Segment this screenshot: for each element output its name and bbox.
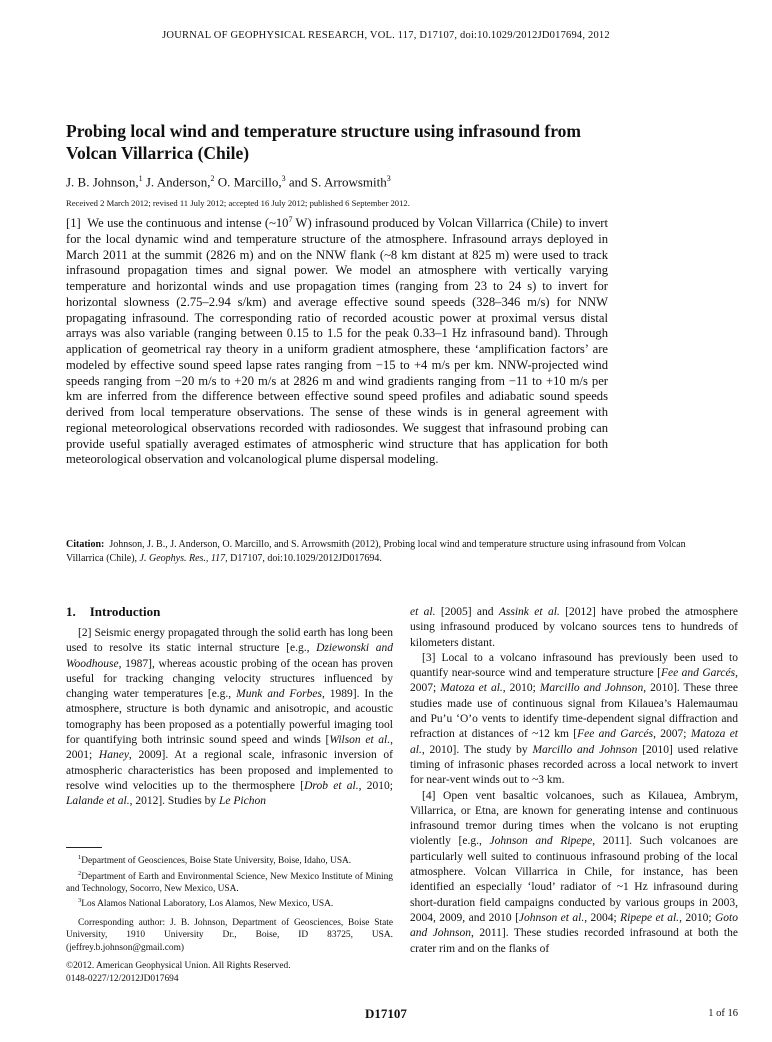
text: , 2011]. Such volcanoes are particularly well suited to continuous infrasound probing of the local atmosphere. Volcan Villarrica in Chile, for instance, has been identified an especially ‘loud’ radiator of ~1 Hz infrasound during short-duration field campaigns conducted by various groups in 2003, 2004, 2009, and 2010 [ xyxy=(410,835,738,924)
section-number: 1. xyxy=(66,604,76,619)
text: , 2010]. The study by xyxy=(421,743,533,756)
received-dates: Received 2 March 2012; revised 11 July 2012; accepted 16 July 2012; published 6 September 2012. xyxy=(66,198,410,208)
citation-label: Citation: xyxy=(66,539,105,550)
footnote xyxy=(66,895,393,911)
reference: Assink et al. xyxy=(498,606,560,618)
corresponding-author: Corresponding author: J. B. Johnson, Department of Geosciences, Boise State University, 1910 University Dr., Boise, ID 83725, USA. (jeffrey.b.johnson@gmail.com) xyxy=(66,918,393,953)
text: , 2010; xyxy=(679,911,715,924)
footnote xyxy=(66,868,393,896)
reference: Fee and Garcés xyxy=(577,728,654,741)
citation-journal: J. Geophys. Res., 117, xyxy=(139,553,228,564)
author-name: J. B. Johnson, xyxy=(66,174,139,190)
text: , 2012]. Studies by xyxy=(129,795,220,808)
affiliation-mark: 2 xyxy=(210,174,215,183)
text: [2] Seismic energy propagated through the solid earth has long been used to resolve its static internal structure [e.g., xyxy=(66,627,393,655)
body-paragraph xyxy=(410,789,738,957)
reference: Ripepe et al. xyxy=(620,911,680,924)
right-column xyxy=(410,605,738,957)
abstract-text: W) infrasound produced by Volcan Villarrica (Chile) to invert for the local dynamic wind and temperature structure of the atmosphere. Infrasound arrays deployed in March 2011 at the summit (2826 m) and on the NNW flank (~8 km distant at 825 m) were used to track infrasound propagation times and signal power. We model an atmosphere with vertically varying temperature and horizontal winds and use propagation times (ranging from 23 to 24 s) to invert for horizontal slowness (2.75–2.94 s/km) and average effective sound speeds (328–346 m/s) for NNW propagating infrasound. The corresponding ratio of recorded acoustic power at proximal versus distal arrays was also variable (ranging between 0.15 to 1.5 for the peak 0.33–1 Hz infrasound band). Through application of geometrical ray theory in a uniform gradient atmosphere, these ‘amplification factors’ are modeled by effective sound speed lapse rates ranging from −15 to +4 m/s per km. NNW-projected wind speeds ranging from −20 m/s to +20 m/s at 2826 m and wind gradients ranging from −11 to +10 m/s per km are inferred from the difference between effective sound speed profiles and adiabatic sound speeds derived from local temperature observations. The sense of these winds is in general agreement with regional meteorological observations recorded with radiosondes. We suggest that infrasound probing can provide useful spatially averaged estimates of atmospheric wind structure that has application for both meteorological observation and volcanological plume dispersal modeling. xyxy=(66,216,608,467)
reference: Fee and Garcés xyxy=(660,667,736,680)
footnotes xyxy=(66,847,393,985)
text: , 2011]. These studies recorded infrasound at both the crater rim and on the flanks of xyxy=(410,927,738,955)
text: , 2007; xyxy=(653,728,691,741)
reference: Wilson et al. xyxy=(329,734,391,747)
section-heading xyxy=(66,604,393,620)
text: , 2009]. At a regional scale, infrasonic inversion of atmospheric characteristics has been proposed and implemented to resolve wind velocities up to the thermosphere [ xyxy=(66,749,393,792)
text: , 2004; xyxy=(584,911,621,924)
reference: Goto and Johnson xyxy=(410,911,738,940)
left-column xyxy=(66,604,393,810)
reference: Marcillo and Johnson xyxy=(532,743,638,756)
body-paragraph xyxy=(410,651,738,789)
page-number: 1 of 16 xyxy=(708,1008,738,1019)
text: , 2010; xyxy=(358,779,393,792)
exponent: 7 xyxy=(288,214,293,224)
paper-title: Probing local wind and temperature structure using infrasound from Volcan Villarrica (Chile) xyxy=(66,121,581,163)
author-name: J. Anderson, xyxy=(142,174,211,190)
affiliation-mark: 3 xyxy=(281,174,286,183)
text: , 2001; xyxy=(66,734,393,762)
affiliation-mark: 1 xyxy=(138,174,143,183)
text: [4] Open vent basaltic volcanoes, such as Kilauea, Ambrym, Villarrica, or Etna, are known for generating intense and continuous infrasound tremor during times when the volcano is not erupting violently [e.g., xyxy=(410,789,738,848)
text: , 2010]. These three studies made use of continuous signal from Kilauea’s Halemaumau and Pu’u ‘O’o vents to identify time-dependent signal diffraction and refraction at distances of ~12 km [ xyxy=(410,682,738,741)
affiliation-mark: 3 xyxy=(78,897,82,905)
affiliation-mark: 1 xyxy=(78,854,82,861)
reference: et al. xyxy=(410,606,436,618)
citation xyxy=(66,538,696,566)
text: [2010] used relative timing of infrasonic phases recorded across a local network to invert for near-vent winds out to ~3 km. xyxy=(410,743,739,787)
citation-text: Johnson, J. B., J. Anderson, O. Marcillo, and S. Arrowsmith (2012), Probing local wind and temperature structure using infrasound from Volcan Villarrica (Chile), xyxy=(66,539,686,564)
reference: Dziewonski and Woodhouse xyxy=(66,642,393,670)
text: [2005] and xyxy=(435,606,499,618)
author-name: O. Marcillo, xyxy=(214,174,282,190)
journal-header: JOURNAL OF GEOPHYSICAL RESEARCH, VOL. 117, D17107, doi:10.1029/2012JD017694, 2012 xyxy=(162,30,610,41)
footnote-rule xyxy=(66,847,102,848)
section-title: Introduction xyxy=(89,604,161,619)
reference: Drob et al. xyxy=(304,779,359,792)
text: Department of Earth and Environmental Science, New Mexico Institute of Mining and Technology, Socorro, New Mexico, USA. xyxy=(66,871,393,895)
abstract xyxy=(66,216,608,468)
article-id: D17107 xyxy=(365,1006,407,1021)
affiliation-mark: 2 xyxy=(78,869,82,877)
text: [2012] have probed the atmosphere using infrasound produced by volcano sources tens to hundreds of kilometers distant. xyxy=(410,606,739,649)
text: Department of Geosciences, Boise State University, Boise, Idaho, USA. xyxy=(81,856,352,867)
text: Los Alamos National Laboratory, Los Alamos, New Mexico, USA. xyxy=(81,899,334,910)
text: , 1989]. In the atmosphere, structure is both dynamic and anisotropic, and acoustic tomography has been proposed as a potentially powerful imaging tool for quantifying both intrinsic sound speed and winds [ xyxy=(66,688,393,747)
reference: Matoza et al. xyxy=(410,728,738,756)
text: , 2010; xyxy=(502,682,540,695)
body-paragraph xyxy=(66,626,393,810)
reference: Johnson and Ripepe xyxy=(489,835,593,848)
text: , 2007; xyxy=(410,667,738,695)
body-paragraph xyxy=(410,605,738,651)
doi-code: 0148-0227/12/2012JD017694 xyxy=(66,973,179,984)
footnote xyxy=(66,852,393,868)
affiliation-mark: 3 xyxy=(386,174,391,183)
text: , 1987], whereas acoustic probing of the ocean has proven useful for tracking changing velocity structures influenced by changing water temperatures [e.g., xyxy=(66,657,393,701)
reference: Munk and Forbes xyxy=(236,688,322,701)
paragraph-marker: [1] xyxy=(66,216,81,230)
author-name: and S. Arrowsmith xyxy=(285,174,387,190)
reference: Matoza et al. xyxy=(440,682,503,695)
author-list xyxy=(66,174,666,190)
reference: Lalande et al. xyxy=(66,795,130,808)
text: [3] Local to a volcano infrasound has previously been used to quantify near-source wind and temperature structure [ xyxy=(410,651,738,680)
reference: Marcillo and Johnson xyxy=(539,682,644,695)
citation-text: D17107, doi:10.1029/2012JD017694. xyxy=(227,553,382,564)
reference: Johnson et al. xyxy=(518,911,585,924)
copyright: ©2012. American Geophysical Union. All Rights Reserved. xyxy=(66,961,291,972)
reference: Haney xyxy=(98,749,129,762)
reference: Le Pichon xyxy=(219,795,266,808)
abstract-text: We use the continuous and intense (~10 xyxy=(87,216,289,230)
